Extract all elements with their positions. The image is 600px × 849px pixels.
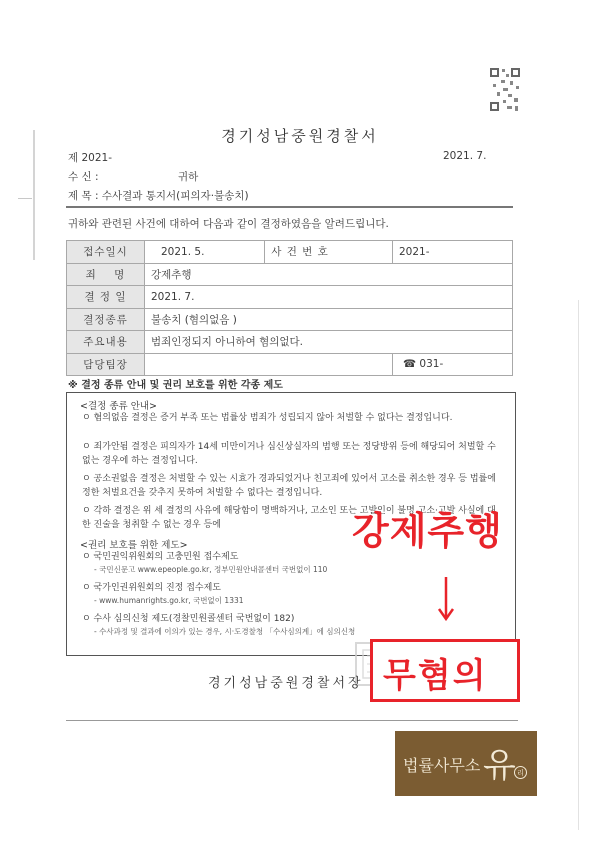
recipient-suffix: 귀하 xyxy=(178,171,199,183)
guide-title: ※ 결정 종류 안내 및 권리 보호를 위한 각종 제도 xyxy=(68,380,283,391)
result-highlight: 무혐의 xyxy=(383,656,488,696)
document-title: 경기성남중원경찰서 xyxy=(221,127,379,145)
case-number-label: 사 건 번 호 xyxy=(265,241,393,264)
document-number: 제 2021- xyxy=(68,152,112,164)
charge-value: 강제추행 xyxy=(145,263,513,286)
law-office-logo xyxy=(395,731,537,796)
decision-item: ㅇ 죄가안됨 결정은 피의자가 14세 미만이거나 심신상실자의 범행 또는 정당방위 등에 해당되어 처벌할 수 없는 경우에 하는 결정입니다. xyxy=(82,442,496,466)
decision-item: ㅇ 각하 결정은 위 세 결정의 사유에 해당함이 명백하거나, 고소인 또는 고발인이 불명 고소·고발 사실에 대한 진술을 청취할 수 없는 경우 등에 xyxy=(82,506,496,530)
table-row xyxy=(67,331,513,354)
officer-label: 담당팀장 xyxy=(67,353,145,376)
officer-value xyxy=(145,353,393,376)
scan-margin-mark xyxy=(33,130,35,260)
rights-item: ㅇ 수사 심의신청 제도(경찰민원콜센터 국번없이 182) xyxy=(82,614,295,624)
content-value: 범죄인정되지 아니하여 혐의없다. xyxy=(145,331,513,354)
logo-label: 법률사무소 xyxy=(403,756,481,775)
decision-date-label: 결 정 일 xyxy=(67,286,145,309)
rights-item-detail: - 수사과정 및 결과에 이의가 있는 경우, 시·도경찰청 「수사심의계」에 심의신청 xyxy=(94,627,356,636)
rights-item: ㅇ 국가인권위원회의 진정 접수제도 xyxy=(82,583,221,593)
table-row xyxy=(67,353,513,376)
decision-type-label: 결정종류 xyxy=(67,308,145,331)
decision-item: ㅇ 혐의없음 결정은 증거 부족 또는 법률상 범죄가 성립되지 않아 처벌할 수 없다는 결정입니다. xyxy=(82,413,453,423)
charge-label: 죄 명 xyxy=(67,263,145,286)
case-info-table xyxy=(66,240,513,376)
decision-item: ㅇ 공소권없음 결정은 처벌할 수 있는 시효가 경과되었거나 친고죄에 있어서 고소를 취소한 경우 등 법률에 정한 처벌요건을 갖추지 못하여 처벌할 수 없다는 결정입니다. xyxy=(82,474,496,498)
arrow-down-icon xyxy=(436,575,456,625)
charge-highlight: 강제추행 xyxy=(352,509,503,553)
received-value: 2021. 5. xyxy=(145,241,265,264)
decision-type-value: 불송치 (혐의없음 ) xyxy=(145,308,513,331)
decision-guide-header: <결정 종류 안내> xyxy=(80,401,158,412)
phone-value: ☎ 031- xyxy=(393,353,513,376)
table-row xyxy=(67,263,513,286)
rights-item-detail: - 국민신문고 www.epeople.go.kr, 정부민원안내콜센터 국번없이 110 xyxy=(94,565,328,574)
table-row xyxy=(67,308,513,331)
decision-date-value: 2021. 7. xyxy=(145,286,513,309)
table-row xyxy=(67,241,513,264)
table-row xyxy=(67,286,513,309)
received-label: 접수일시 xyxy=(67,241,145,264)
document-date: 2021. 7. xyxy=(443,150,487,162)
logo-badge: 리 xyxy=(514,766,527,779)
intro-text: 귀하와 관련된 사건에 대하여 다음과 같이 결정하였음을 알려드립니다. xyxy=(68,218,389,230)
rights-item: ㅇ 국민권익위원회의 고충민원 접수제도 xyxy=(82,552,239,562)
recipient-label: 수 신 : xyxy=(68,171,99,183)
issuing-office: 경기성남중원경찰서장 xyxy=(208,676,364,691)
scan-margin-tick xyxy=(18,198,32,199)
subject-divider xyxy=(66,206,513,208)
bottom-divider xyxy=(66,720,518,721)
rights-guide-header: <권리 보호를 위한 제도> xyxy=(80,540,188,551)
logo-mark: 유 xyxy=(483,746,516,786)
case-number-value: 2021- xyxy=(393,241,513,264)
content-label: 주요내용 xyxy=(67,331,145,354)
scan-right-edge xyxy=(578,300,579,830)
rights-item-detail: - www.humanrights.go.kr, 국번없이 1331 xyxy=(94,596,244,605)
document-subject: 제 목 : 수사결과 통지서(피의자·불송치) xyxy=(68,190,249,202)
qr-code xyxy=(488,66,522,114)
